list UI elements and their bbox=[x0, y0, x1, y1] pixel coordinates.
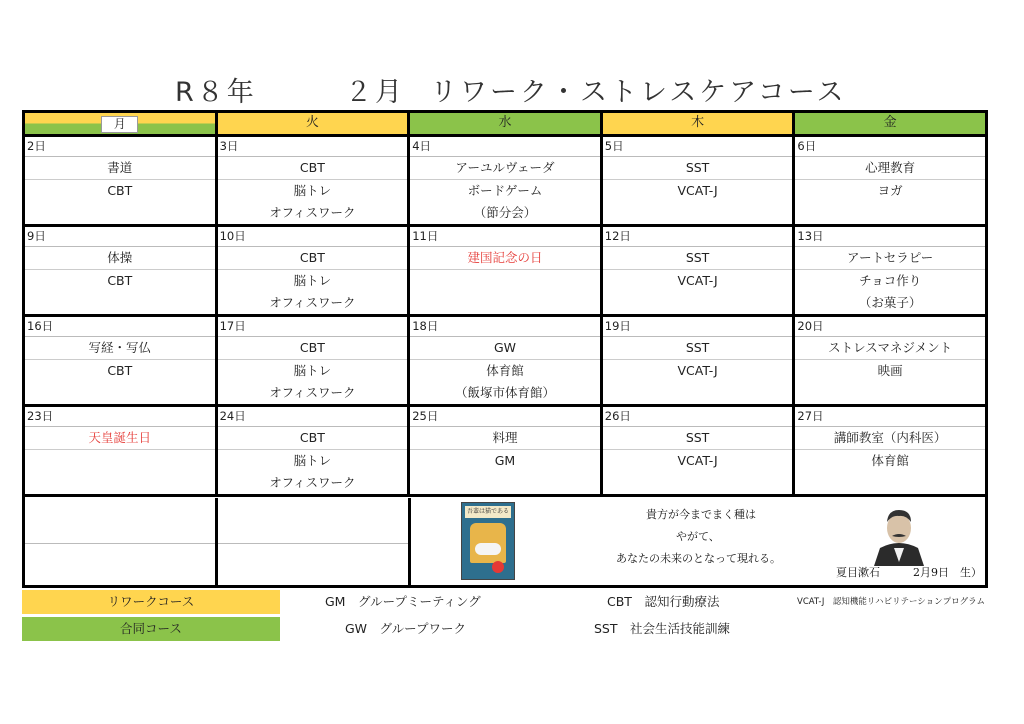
empty-cell-monday bbox=[25, 498, 218, 585]
activity-line: 脳トレ bbox=[293, 273, 332, 288]
day-date: 17日 bbox=[218, 317, 408, 337]
day-cell bbox=[25, 227, 218, 314]
week-row bbox=[25, 317, 985, 407]
activity-line: CBT bbox=[218, 157, 408, 180]
title-year: R８年 bbox=[175, 77, 257, 108]
day-date: 23日 bbox=[25, 407, 215, 427]
legend-gw: GW グループワーク bbox=[345, 621, 467, 636]
activity-line: VCAT-J bbox=[677, 363, 718, 378]
activity-line: CBT bbox=[107, 363, 133, 378]
schedule-calendar bbox=[22, 110, 988, 588]
header-thursday: 木 bbox=[603, 113, 796, 137]
activity-line bbox=[410, 270, 600, 292]
day-cell bbox=[218, 407, 411, 494]
day-date: 11日 bbox=[410, 227, 600, 247]
day-date: 12日 bbox=[603, 227, 793, 247]
activity-line: VCAT-J bbox=[677, 453, 718, 468]
day-date: 16日 bbox=[25, 317, 215, 337]
title-course: リワーク・ストレスケアコース bbox=[430, 77, 847, 108]
activity-line: 書道 bbox=[25, 157, 215, 180]
activity-line: 脳トレ bbox=[293, 453, 332, 468]
activity-line: SST bbox=[603, 337, 793, 360]
title-month: ２月 bbox=[345, 77, 405, 108]
day-date: 9日 bbox=[25, 227, 215, 247]
empty-cell-tuesday bbox=[218, 498, 411, 585]
activity-line: SST bbox=[603, 157, 793, 180]
day-date: 10日 bbox=[218, 227, 408, 247]
header-wednesday: 水 bbox=[410, 113, 603, 137]
activity-line: 建国記念の日 bbox=[410, 247, 600, 270]
activity-line: 体育館 bbox=[871, 453, 909, 468]
activity-line bbox=[603, 292, 793, 314]
day-date: 4日 bbox=[410, 137, 600, 157]
day-cell bbox=[603, 317, 796, 404]
day-cell bbox=[25, 407, 218, 494]
quote-author: 夏目漱石 2月9日 生） bbox=[836, 566, 982, 579]
activity-line: （飯塚市体育館） bbox=[454, 385, 555, 400]
activity-line bbox=[25, 382, 215, 404]
legend-cbt: CBT 認知行動療法 bbox=[607, 594, 720, 609]
day-cell bbox=[218, 227, 411, 314]
activity-line: 料理 bbox=[410, 427, 600, 450]
activity-line: オフィスワーク bbox=[269, 295, 356, 310]
day-cell bbox=[410, 227, 603, 314]
activity-line: アートセラピー bbox=[795, 247, 985, 270]
activity-line: （お菓子） bbox=[858, 295, 922, 310]
day-cell bbox=[795, 227, 985, 314]
activity-line bbox=[795, 202, 985, 224]
quote-text: 貴方が今までまく種は やがて、 あなたの未来のとなって現れる。 bbox=[616, 508, 781, 565]
day-date: 5日 bbox=[603, 137, 793, 157]
week-row bbox=[25, 227, 985, 317]
day-cell bbox=[25, 137, 218, 224]
activity-line: CBT bbox=[218, 247, 408, 270]
day-date: 6日 bbox=[795, 137, 985, 157]
activity-line bbox=[25, 292, 215, 314]
day-cell bbox=[795, 317, 985, 404]
legend-joint-course: 合同コース bbox=[22, 617, 280, 641]
activity-line: 心理教育 bbox=[795, 157, 985, 180]
activity-line bbox=[25, 450, 215, 472]
activity-line bbox=[603, 202, 793, 224]
page-title bbox=[0, 70, 1024, 110]
activity-line: CBT bbox=[218, 337, 408, 360]
day-cell bbox=[25, 317, 218, 404]
day-cell bbox=[603, 227, 796, 314]
activity-line bbox=[25, 472, 215, 494]
activity-line: CBT bbox=[107, 183, 133, 198]
portrait-image bbox=[866, 504, 932, 566]
legend bbox=[22, 590, 1002, 642]
activity-line bbox=[603, 472, 793, 494]
weekday-header-row bbox=[25, 113, 985, 137]
quote-panel bbox=[411, 498, 985, 585]
day-cell bbox=[795, 407, 985, 494]
header-monday: 月 bbox=[25, 113, 218, 137]
activity-line: CBT bbox=[218, 427, 408, 450]
week-row bbox=[25, 137, 985, 227]
activity-line: VCAT-J bbox=[677, 273, 718, 288]
day-date: 27日 bbox=[795, 407, 985, 427]
header-friday: 金 bbox=[795, 113, 985, 137]
activity-line: チョコ作り bbox=[859, 273, 922, 288]
day-cell bbox=[218, 137, 411, 224]
day-date: 24日 bbox=[218, 407, 408, 427]
activity-line: オフィスワーク bbox=[269, 385, 356, 400]
activity-line: 写経・写仏 bbox=[25, 337, 215, 360]
legend-vcat: VCAT-J 認知機能リハビリテーションプログラム bbox=[797, 597, 986, 607]
activity-line bbox=[603, 382, 793, 404]
activity-line: GW bbox=[410, 337, 600, 360]
day-date: 20日 bbox=[795, 317, 985, 337]
day-date: 19日 bbox=[603, 317, 793, 337]
activity-line: 天皇誕生日 bbox=[25, 427, 215, 450]
day-date: 2日 bbox=[25, 137, 215, 157]
day-cell bbox=[603, 137, 796, 224]
activity-line: 映画 bbox=[877, 363, 903, 378]
activity-line: 講師教室（内科医） bbox=[795, 427, 985, 450]
week-row bbox=[25, 407, 985, 497]
activity-line: 体操 bbox=[25, 247, 215, 270]
activity-line: （節分会） bbox=[473, 205, 537, 220]
day-date: 25日 bbox=[410, 407, 600, 427]
header-tuesday: 火 bbox=[218, 113, 411, 137]
book-cover-image: 吾輩は猫である bbox=[461, 502, 515, 580]
day-cell bbox=[218, 317, 411, 404]
activity-line bbox=[795, 382, 985, 404]
activity-line: VCAT-J bbox=[677, 183, 718, 198]
legend-sst: SST 社会生活技能訓練 bbox=[594, 621, 731, 636]
day-cell bbox=[410, 137, 603, 224]
day-date: 18日 bbox=[410, 317, 600, 337]
activity-line: SST bbox=[603, 247, 793, 270]
activity-line bbox=[25, 202, 215, 224]
activity-line: CBT bbox=[107, 273, 133, 288]
activity-line: オフィスワーク bbox=[269, 205, 356, 220]
legend-gm: GM グループミーティング bbox=[325, 594, 481, 609]
activity-line: オフィスワーク bbox=[269, 475, 356, 490]
day-date: 3日 bbox=[218, 137, 408, 157]
activity-line: 脳トレ bbox=[293, 183, 332, 198]
activity-line: ボードゲーム bbox=[467, 183, 543, 198]
day-cell bbox=[410, 407, 603, 494]
day-cell bbox=[603, 407, 796, 494]
activity-line bbox=[795, 472, 985, 494]
day-date: 26日 bbox=[603, 407, 793, 427]
activity-line: ヨガ bbox=[877, 183, 903, 198]
activity-line: GM bbox=[494, 453, 516, 468]
activity-line: ストレスマネジメント bbox=[795, 337, 985, 360]
bottom-row bbox=[25, 498, 985, 585]
activity-line bbox=[410, 292, 600, 314]
day-date: 13日 bbox=[795, 227, 985, 247]
activity-line: アーユルヴェーダ bbox=[410, 157, 600, 180]
day-cell bbox=[410, 317, 603, 404]
legend-rework-course: リワークコース bbox=[22, 590, 280, 614]
activity-line: 体育館 bbox=[486, 363, 524, 378]
activity-line: SST bbox=[603, 427, 793, 450]
day-cell bbox=[795, 137, 985, 224]
activity-line bbox=[410, 472, 600, 494]
activity-line: 脳トレ bbox=[293, 363, 332, 378]
